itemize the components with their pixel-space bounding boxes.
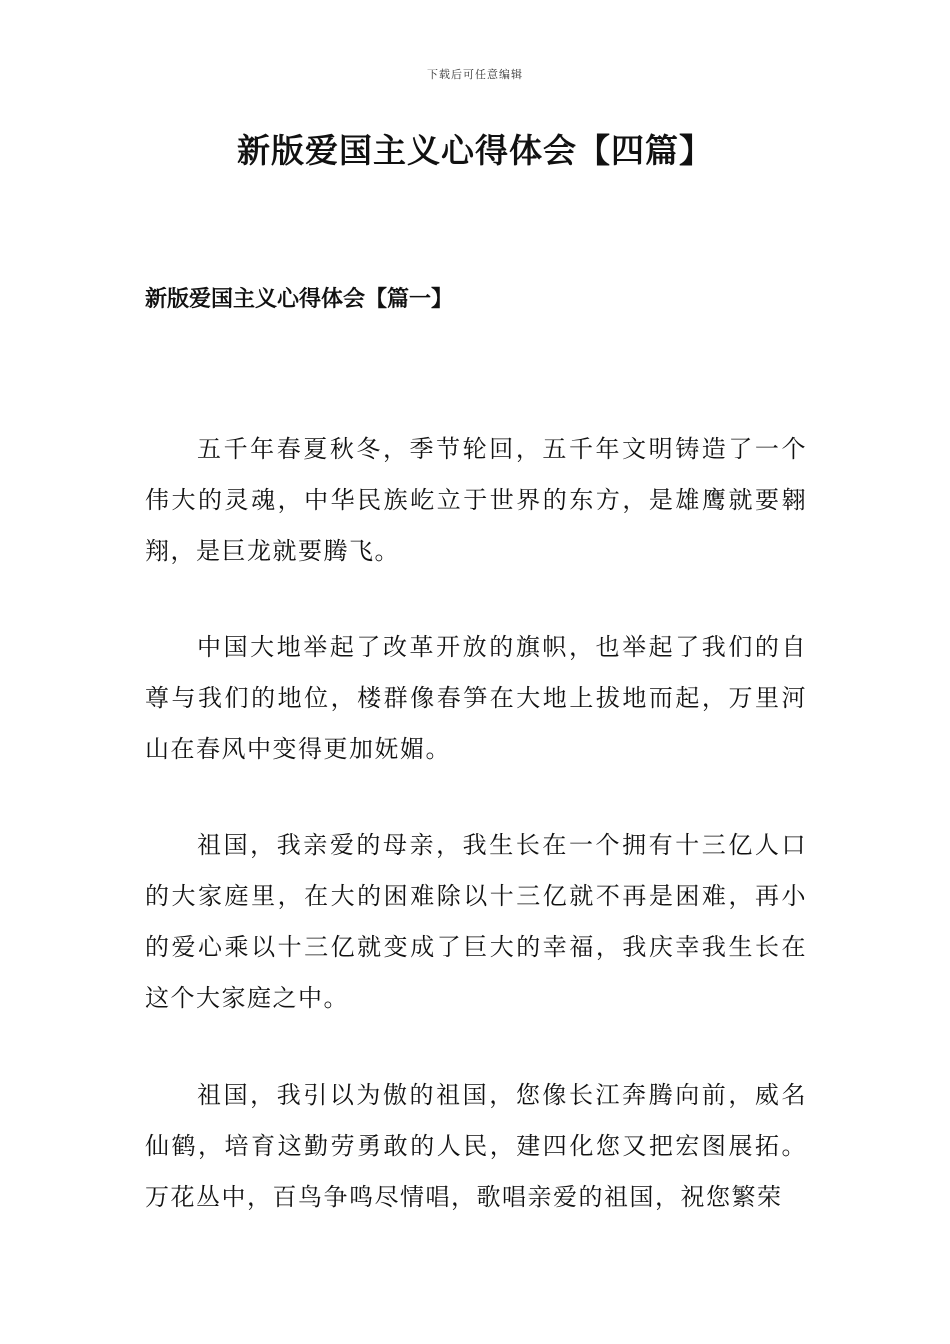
paragraph-2: 中国大地举起了改革开放的旗帜，也举起了我们的自尊与我们的地位，楼群像春笋在大地上拔地而起，万里河山在春风中变得更加妩媚。	[145, 633, 807, 763]
paragraph-4: 祖国，我引以为傲的祖国，您像长江奔腾向前，威名仙鹤，培育这勤劳勇敢的人民，建四化您又把宏图展拓。万花丛中，百鸟争鸣尽情唱，歌唱亲爱的祖国，祝您繁荣	[145, 1081, 807, 1211]
paragraph-3: 祖国，我亲爱的母亲，我生长在一个拥有十三亿人口的大家庭里，在大的困难除以十三亿就不再是困难，再小的爱心乘以十三亿就变成了巨大的幸福，我庆幸我生长在这个大家庭之中。	[145, 831, 807, 1012]
header-note: 下载后可任意编辑	[427, 68, 523, 81]
section-title: 新版爱国主义心得体会【篇一】	[145, 286, 454, 312]
paragraph-1: 五千年春夏秋冬，季节轮回，五千年文明铸造了一个伟大的灵魂，中华民族屹立于世界的东方，是雄鹰就要翱翔，是巨龙就要腾飞。	[145, 435, 807, 565]
document-title: 新版爱国主义心得体会【四篇】	[237, 131, 713, 170]
